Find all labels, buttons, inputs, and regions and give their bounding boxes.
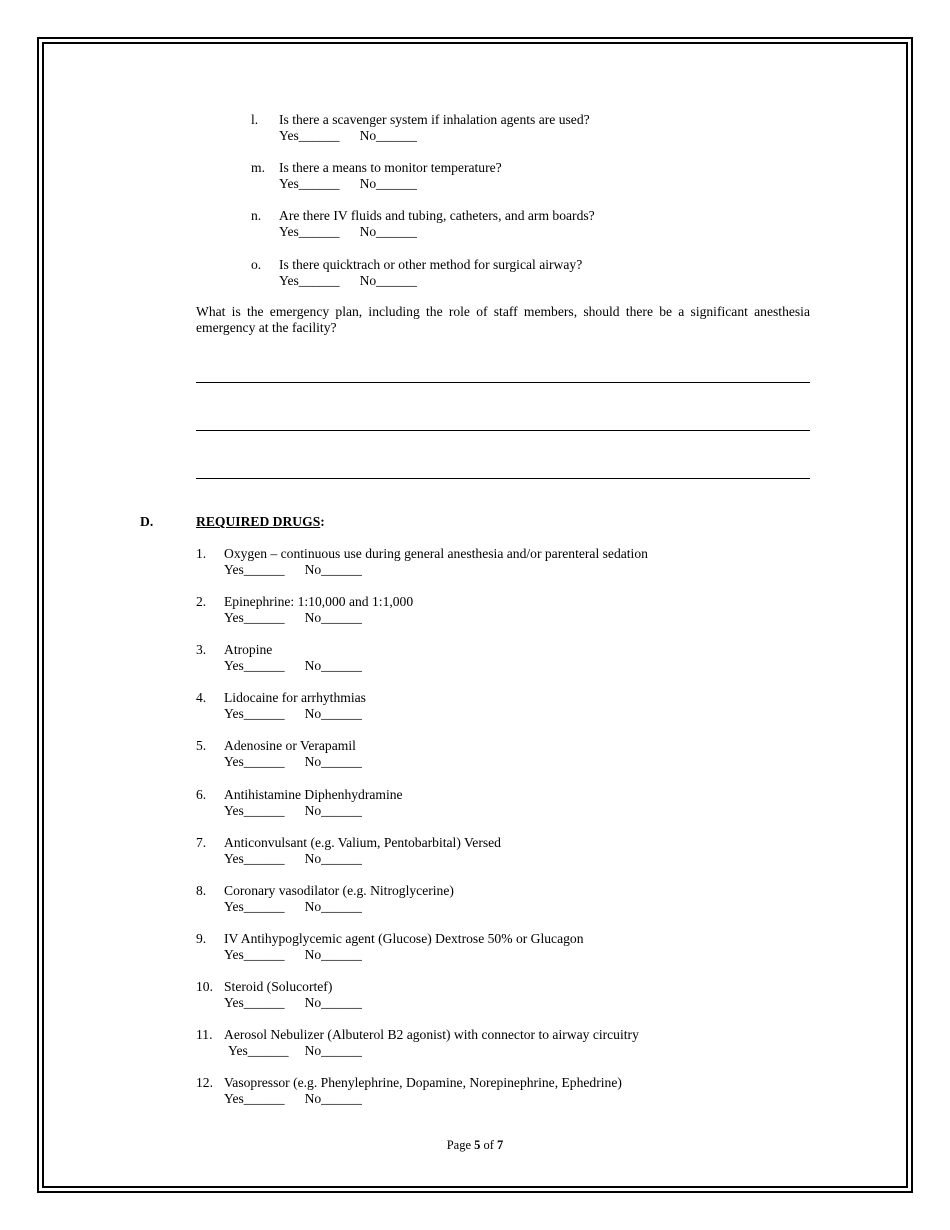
yes-blank[interactable]: Yes______: [224, 995, 285, 1010]
yes-blank[interactable]: Yes______: [224, 851, 285, 866]
yes-blank[interactable]: Yes______: [279, 128, 340, 143]
item-number: o.: [251, 257, 262, 272]
yes-blank[interactable]: Yes______: [224, 610, 285, 625]
no-blank[interactable]: No______: [359, 273, 417, 288]
yes-blank[interactable]: Yes______: [224, 706, 285, 721]
no-blank[interactable]: No______: [304, 947, 362, 962]
yes-blank[interactable]: Yes______: [279, 176, 340, 191]
footer-of-label: of: [483, 1138, 494, 1152]
yes-blank[interactable]: Yes______: [279, 224, 340, 239]
drug-number: 12.: [196, 1075, 213, 1090]
no-blank[interactable]: No______: [304, 851, 362, 866]
drug-name: Vasopressor (e.g. Phenylephrine, Dopamine, Norepinephrine, Ephedrine): [224, 1075, 622, 1090]
drug-name: Adenosine or Verapamil: [224, 738, 356, 753]
section-title-colon: :: [320, 514, 325, 529]
yes-blank[interactable]: Yes______: [224, 1091, 285, 1106]
drug-number: 6.: [196, 787, 207, 802]
no-blank[interactable]: No______: [304, 610, 362, 625]
drug-number: 9.: [196, 931, 207, 946]
yes-blank[interactable]: Yes______: [279, 273, 340, 288]
drug-number: 3.: [196, 642, 207, 657]
no-blank[interactable]: No______: [304, 995, 362, 1010]
drug-number: 4.: [196, 690, 207, 705]
emergency-plan-question: What is the emergency plan, including the role of staff members, should there be a significant anesthesia emergency at the facility?: [196, 304, 810, 335]
drug-name: Epinephrine: 1:10,000 and 1:1,000: [224, 594, 414, 609]
no-blank[interactable]: No______: [359, 128, 417, 143]
section-letter: D.: [140, 514, 154, 529]
item-number: l.: [251, 112, 259, 127]
yes-blank[interactable]: Yes______: [224, 947, 285, 962]
no-blank[interactable]: No______: [359, 224, 417, 239]
footer-current-page: 5: [474, 1138, 481, 1152]
drug-name: Coronary vasodilator (e.g. Nitroglycerine): [224, 883, 454, 898]
drug-name: Anticonvulsant (e.g. Valium, Pentobarbital) Versed: [224, 835, 501, 850]
drug-name: Aerosol Nebulizer (Albuterol B2 agonist) with connector to airway circuitry: [224, 1027, 639, 1042]
page-footer: [0, 1137, 950, 1153]
drug-name: Lidocaine for arrhythmias: [224, 690, 366, 705]
footer-page-label: Page: [446, 1138, 471, 1152]
yes-blank[interactable]: Yes______: [224, 754, 285, 769]
no-blank[interactable]: No______: [304, 803, 362, 818]
no-blank[interactable]: No______: [359, 176, 417, 191]
drug-number: 1.: [196, 546, 207, 561]
no-blank[interactable]: No______: [304, 658, 362, 673]
answer-line-1[interactable]: [196, 382, 810, 383]
no-blank[interactable]: No______: [304, 754, 362, 769]
no-blank[interactable]: No______: [304, 1043, 362, 1058]
item-question: Is there a means to monitor temperature?: [279, 160, 502, 175]
item-number: m.: [251, 160, 265, 175]
yes-blank[interactable]: Yes______: [224, 562, 285, 577]
answer-line-3[interactable]: [196, 478, 810, 479]
no-blank[interactable]: No______: [304, 562, 362, 577]
section-title: [196, 514, 325, 530]
no-blank[interactable]: No______: [304, 899, 362, 914]
item-number: n.: [251, 208, 262, 223]
no-blank[interactable]: No______: [304, 706, 362, 721]
drug-name: Steroid (Solucortef): [224, 979, 333, 994]
drug-number: 11.: [196, 1027, 213, 1042]
drug-number: 8.: [196, 883, 207, 898]
drug-name: Atropine: [224, 642, 273, 657]
yes-blank[interactable]: Yes______: [224, 803, 285, 818]
yes-blank[interactable]: Yes______: [224, 658, 285, 673]
drug-name: Antihistamine Diphenhydramine: [224, 787, 403, 802]
drug-name: IV Antihypoglycemic agent (Glucose) Dextrose 50% or Glucagon: [224, 931, 584, 946]
drug-number: 10.: [196, 979, 213, 994]
drug-name: Oxygen – continuous use during general anesthesia and/or parenteral sedation: [224, 546, 648, 561]
item-question: Is there a scavenger system if inhalation agents are used?: [279, 112, 590, 127]
yes-blank[interactable]: Yes______: [228, 1043, 289, 1058]
no-blank[interactable]: No______: [304, 1091, 362, 1106]
item-question: Is there quicktrach or other method for surgical airway?: [279, 257, 583, 272]
item-question: Are there IV fluids and tubing, catheters, and arm boards?: [279, 208, 595, 223]
section-title-text: REQUIRED DRUGS: [196, 514, 321, 529]
drug-number: 7.: [196, 835, 207, 850]
drug-number: 2.: [196, 594, 207, 609]
answer-line-2[interactable]: [196, 430, 810, 431]
drug-number: 5.: [196, 738, 207, 753]
yes-blank[interactable]: Yes______: [224, 899, 285, 914]
footer-total-pages: 7: [497, 1138, 504, 1152]
